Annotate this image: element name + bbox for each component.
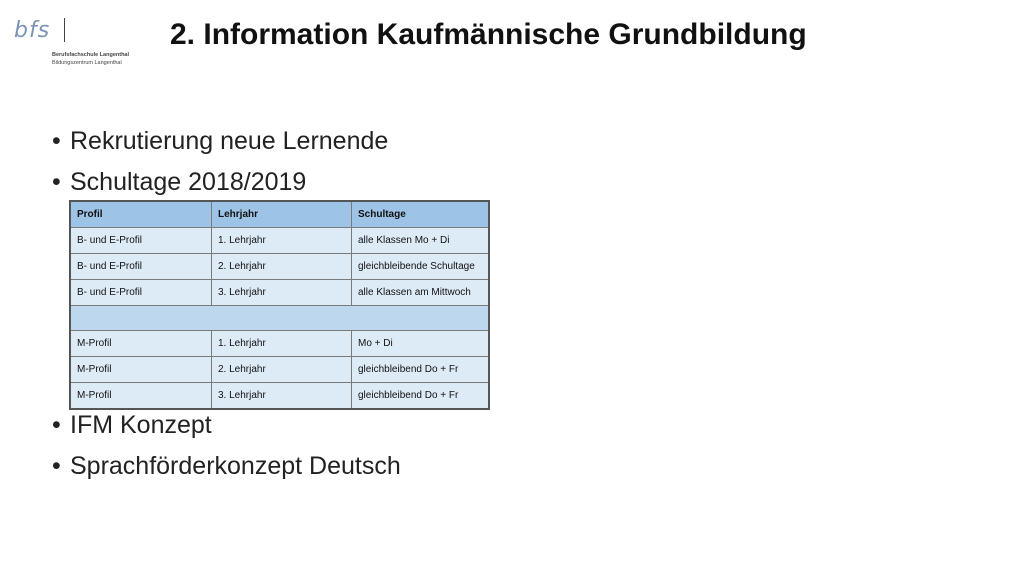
logo-center-name: Bildungszentrum Langenthal <box>52 60 122 66</box>
header-lehrjahr: Lehrjahr <box>212 201 352 228</box>
table-header-row <box>70 201 489 228</box>
separator-cell <box>70 306 489 331</box>
table-cell: B- und E-Profil <box>70 254 212 280</box>
table-cell: 1. Lehrjahr <box>212 228 352 254</box>
table-row <box>70 280 489 306</box>
bullet-text: IFM Konzept <box>70 411 212 439</box>
logo-divider <box>64 18 65 42</box>
table-cell: 3. Lehrjahr <box>212 280 352 306</box>
table-cell: 2. Lehrjahr <box>212 254 352 280</box>
table-cell: M-Profil <box>70 383 212 410</box>
table-cell: gleichbleibend Do + Fr <box>352 357 490 383</box>
logo-mark: bfs <box>14 18 51 43</box>
slide-title: 2. Information Kaufmännische Grundbildung <box>170 18 807 51</box>
table-cell: M-Profil <box>70 331 212 357</box>
table-cell: alle Klassen am Mittwoch <box>352 280 490 306</box>
bullet-item: • Rekrutierung neue Lernende <box>52 127 389 155</box>
school-logo <box>14 16 134 68</box>
table-cell: alle Klassen Mo + Di <box>352 228 490 254</box>
table-row <box>70 357 489 383</box>
header-schultage: Schultage <box>352 201 490 228</box>
table-separator-row <box>70 306 489 331</box>
table-cell: gleichbleibend Do + Fr <box>352 383 490 410</box>
bullet-text: Rekrutierung neue Lernende <box>70 127 389 155</box>
table-cell: B- und E-Profil <box>70 228 212 254</box>
table-row <box>70 383 489 410</box>
table-cell: 2. Lehrjahr <box>212 357 352 383</box>
table-cell: Mo + Di <box>352 331 490 357</box>
school-days-table <box>69 200 490 410</box>
logo-school-name: Berufsfachschule Langenthal <box>52 52 130 58</box>
table-cell: 1. Lehrjahr <box>212 331 352 357</box>
bullet-item: • Sprachförderkonzept Deutsch <box>52 452 401 480</box>
table-row <box>70 254 489 280</box>
table-cell: gleichbleibende Schultage <box>352 254 490 280</box>
bullet-text: Sprachförderkonzept Deutsch <box>70 452 401 480</box>
table-row <box>70 331 489 357</box>
bullet-text: Schultage 2018/2019 <box>70 168 307 196</box>
table-cell: B- und E-Profil <box>70 280 212 306</box>
bullet-item: • IFM Konzept <box>52 411 212 439</box>
table-cell: 3. Lehrjahr <box>212 383 352 410</box>
table-cell: M-Profil <box>70 357 212 383</box>
bullet-item: • Schultage 2018/2019 <box>52 168 307 196</box>
table-row <box>70 228 489 254</box>
header-profil: Profil <box>70 201 212 228</box>
